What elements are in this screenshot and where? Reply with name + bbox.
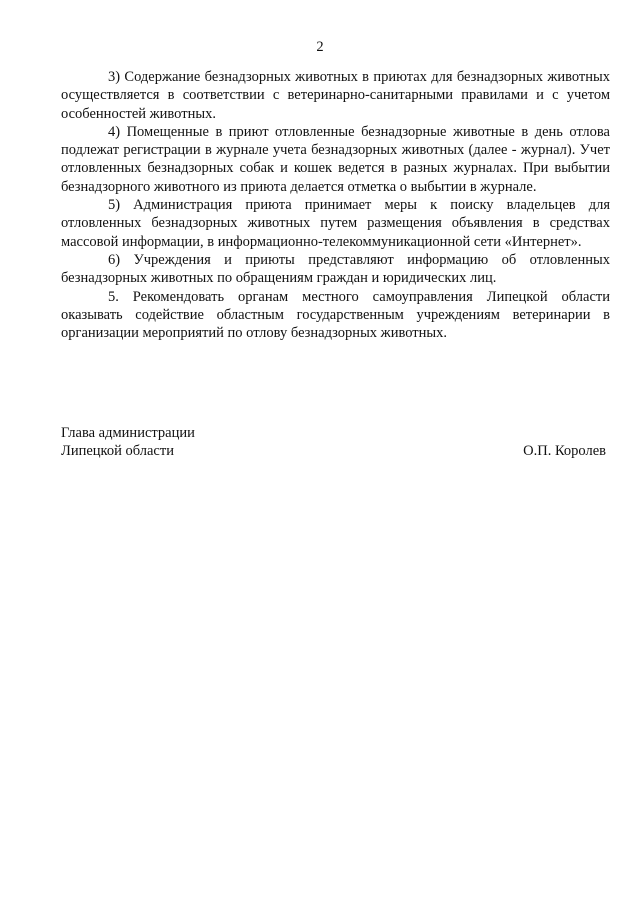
paragraph-item-4: 4) Помещенные в приют отловленные безнадзорные животные в день отлова подлежат регистрации в журнале учета безнадзорных животных (далее - журнал). Учет отловленных безнадзорных собак и кошек ведется в разных журналах. При выбытии безнадзорного животного из приюта делается отметка о выбытии в журнале. [61,123,610,195]
paragraph-point-5: 5. Рекомендовать органам местного самоуправления Липецкой области оказывать содействие областным государственным учреждениям ветеринарии в организации мероприятий по отлову безнадзорных животных. [61,288,610,342]
paragraph-item-3: 3) Содержание безнадзорных животных в приютах для безнадзорных животных осуществляется в соответствии с ветеринарно-санитарными правилами и с учетом особенностей животных. [61,69,610,122]
signer-title-line-2: Липецкой области [61,443,174,460]
paragraph-item-5: 5) Администрация приюта принимает меры к поиску владельцев для отловленных безнадзорных животных путем размещения объявления в средствах массовой информации, в информационно-телекоммуникационной сети «Интернет». [61,197,610,250]
document-body [61,68,610,342]
page-number: 2 [316,39,324,55]
paragraph-item-6: 6) Учреждения и приюты представляют информацию об отловленных безнадзорных животных по обращениям граждан и юридических лиц. [61,251,610,287]
signer-name: О.П. Королев [523,443,606,460]
signature-row [61,442,610,460]
signature-block [61,424,610,461]
signer-title-line-1: Глава администрации [61,425,195,441]
